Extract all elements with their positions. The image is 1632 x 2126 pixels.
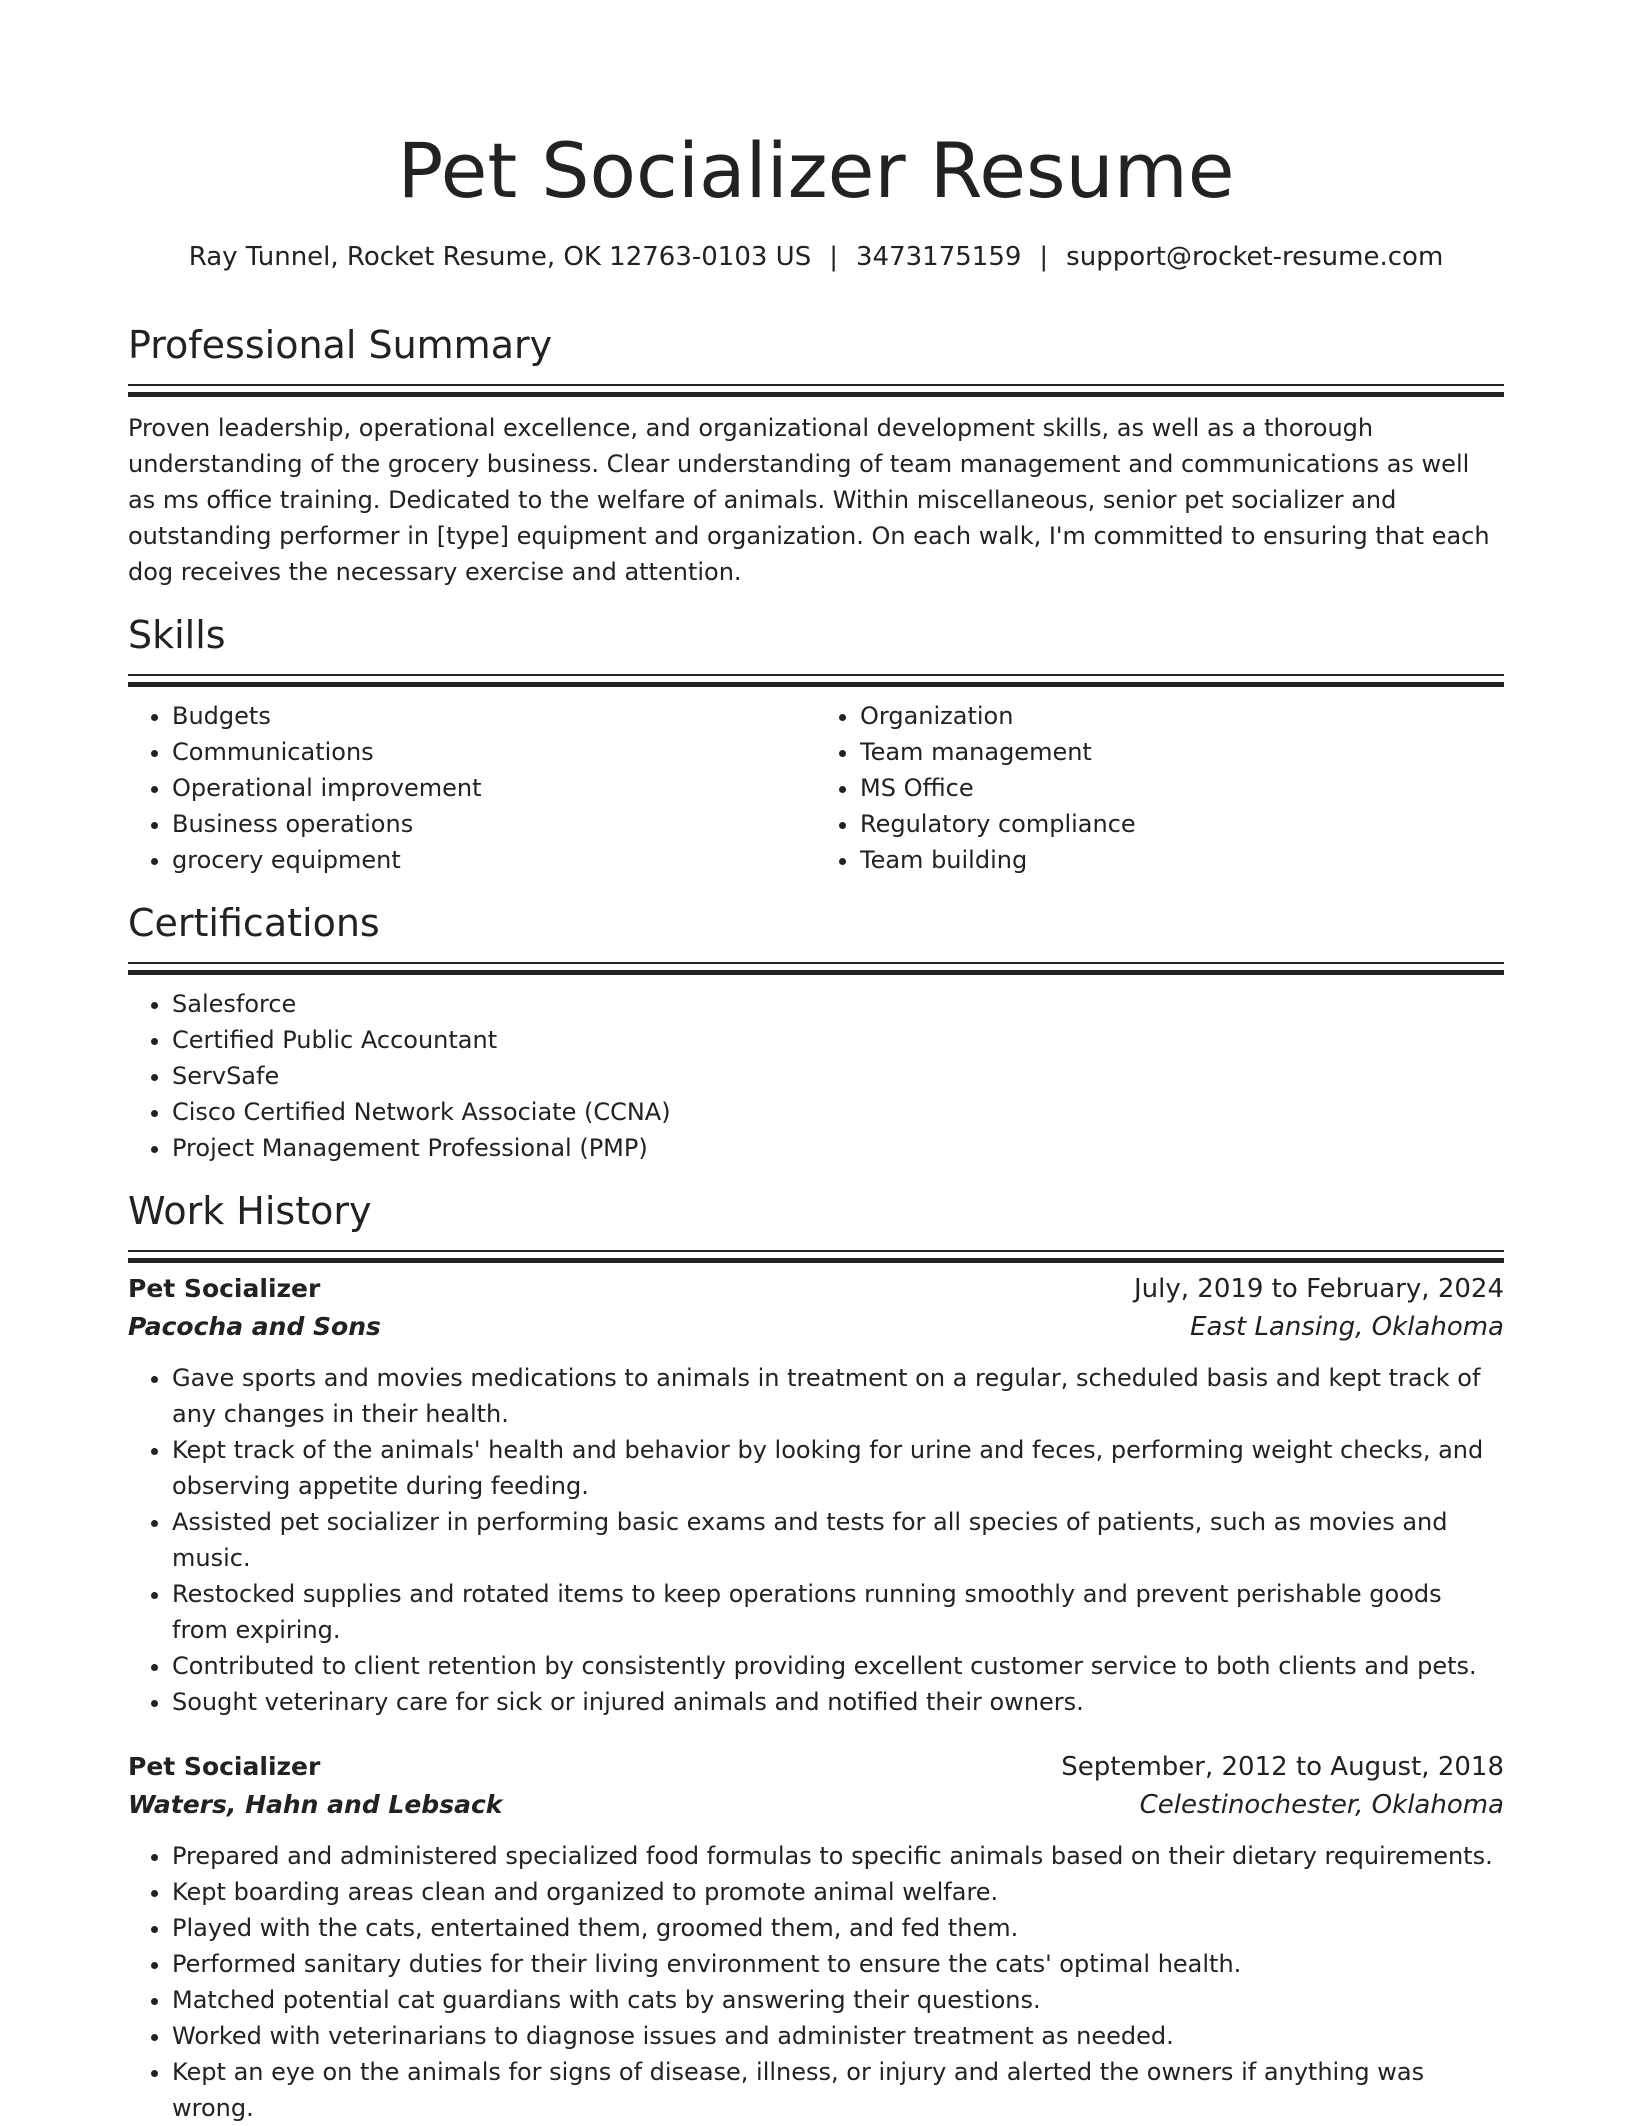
job-bullet: • Assisted pet socializer in performing basic exams and tests for all species of patients, such as movies and music. [172, 1504, 1504, 1576]
skill-item: • Operational improvement [172, 770, 816, 806]
contact-email: support@rocket-resume.com [1066, 242, 1444, 272]
job-dates: September, 2012 to August, 2018 [1061, 1752, 1504, 1782]
job-header-row [128, 1270, 1504, 1308]
summary-text: Proven leadership, operational excellence, and organizational development skills, as well as a thorough understanding of the grocery business. Clear understanding of team management and communications as well as ms office training. Dedicated to the welfare of animals. Within miscellaneous, senior pet socializer and outstanding performer in [type] equipment and organization. On each walk, I'm committed to ensuring that each dog receives the necessary exercise and attention. [128, 414, 1490, 586]
job-subheader-row [128, 1786, 1504, 1824]
certifications-section [128, 898, 1504, 1166]
job-bullet: • Sought veterinary care for sick or injured animals and notified their owners. [172, 1684, 1504, 1720]
certifications-list [128, 986, 1504, 1166]
skills-columns [128, 698, 1504, 878]
job-bullet: • Worked with veterinarians to diagnose issues and administer treatment as needed. [172, 2018, 1504, 2054]
skills-right-list [816, 698, 1504, 878]
certification-item: • Project Management Professional (PMP) [172, 1130, 1504, 1166]
job-title: Pet Socializer [128, 1752, 321, 1781]
work-section [128, 1186, 1504, 2126]
certification-item: • Cisco Certified Network Associate (CCNA) [172, 1094, 1504, 1130]
job-entry [128, 1270, 1504, 1720]
job-header-row [128, 1748, 1504, 1786]
contact-separator: | [1039, 242, 1049, 272]
skills-left-list [128, 698, 816, 878]
job-bullet: • Gave sports and movies medications to animals in treatment on a regular, scheduled basis and kept track of any changes in their health. [172, 1360, 1504, 1432]
section-rule [128, 384, 1504, 386]
skill-item: • Communications [172, 734, 816, 770]
section-rule [128, 1250, 1504, 1252]
job-location: East Lansing, Oklahoma [1190, 1312, 1504, 1342]
job-bullet: • Kept an eye on the animals for signs of disease, illness, or injury and alerted the owners if anything was wrong. [172, 2054, 1504, 2126]
certifications-heading: Certifications [128, 901, 380, 945]
job-company: Waters, Hahn and Lebsack [128, 1790, 503, 1819]
skills-section [128, 610, 1504, 878]
job-bullets [128, 1360, 1504, 1720]
section-rule [128, 674, 1504, 676]
job-dates: July, 2019 to February, 2024 [1134, 1274, 1504, 1304]
certification-item: • Salesforce [172, 986, 1504, 1022]
contact-separator: | [829, 242, 838, 272]
job-bullet: • Restocked supplies and rotated items to keep operations running smoothly and prevent perishable goods from expiring. [172, 1576, 1504, 1648]
job-bullet: • Matched potential cat guardians with cats by answering their questions. [172, 1982, 1504, 2018]
summary-heading: Professional Summary [128, 323, 553, 367]
job-bullet: • Kept boarding areas clean and organized to promote animal welfare. [172, 1874, 1504, 1910]
work-heading: Work History [128, 1189, 372, 1233]
job-company: Pacocha and Sons [128, 1312, 381, 1341]
skill-item: • Regulatory compliance [860, 806, 1504, 842]
skill-item: • Team management [860, 734, 1504, 770]
contact-line [128, 240, 1504, 274]
skill-item: • Business operations [172, 806, 816, 842]
job-bullets [128, 1838, 1504, 2126]
job-bullet: • Contributed to client retention by consistently providing excellent customer service to both clients and pets. [172, 1648, 1504, 1684]
contact-address: Ray Tunnel, Rocket Resume, OK 12763-0103 US [188, 242, 812, 272]
job-bullet: • Prepared and administered specialized food formulas to specific animals based on their dietary requirements. [172, 1838, 1504, 1874]
skill-item: • grocery equipment [172, 842, 816, 878]
skill-item: • Team building [860, 842, 1504, 878]
certification-item: • Certified Public Accountant [172, 1022, 1504, 1058]
section-rule [128, 962, 1504, 964]
job-entry [128, 1748, 1504, 2126]
skill-item: • Organization [860, 698, 1504, 734]
job-subheader-row [128, 1308, 1504, 1346]
job-bullet: • Performed sanitary duties for their living environment to ensure the cats' optimal health. [172, 1946, 1504, 1982]
skill-item: • MS Office [860, 770, 1504, 806]
skills-heading: Skills [128, 613, 226, 657]
job-bullet: • Kept track of the animals' health and behavior by looking for urine and feces, performing weight checks, and observing appetite during feeding. [172, 1432, 1504, 1504]
summary-section [128, 320, 1504, 590]
job-title: Pet Socializer [128, 1274, 321, 1303]
contact-phone: 3473175159 [855, 242, 1022, 272]
job-bullet: • Played with the cats, entertained them, groomed them, and fed them. [172, 1910, 1504, 1946]
resume-title: Pet Socializer Resume [397, 126, 1235, 215]
job-location: Celestinochester, Oklahoma [1139, 1790, 1504, 1820]
certification-item: • ServSafe [172, 1058, 1504, 1094]
skill-item: • Budgets [172, 698, 816, 734]
